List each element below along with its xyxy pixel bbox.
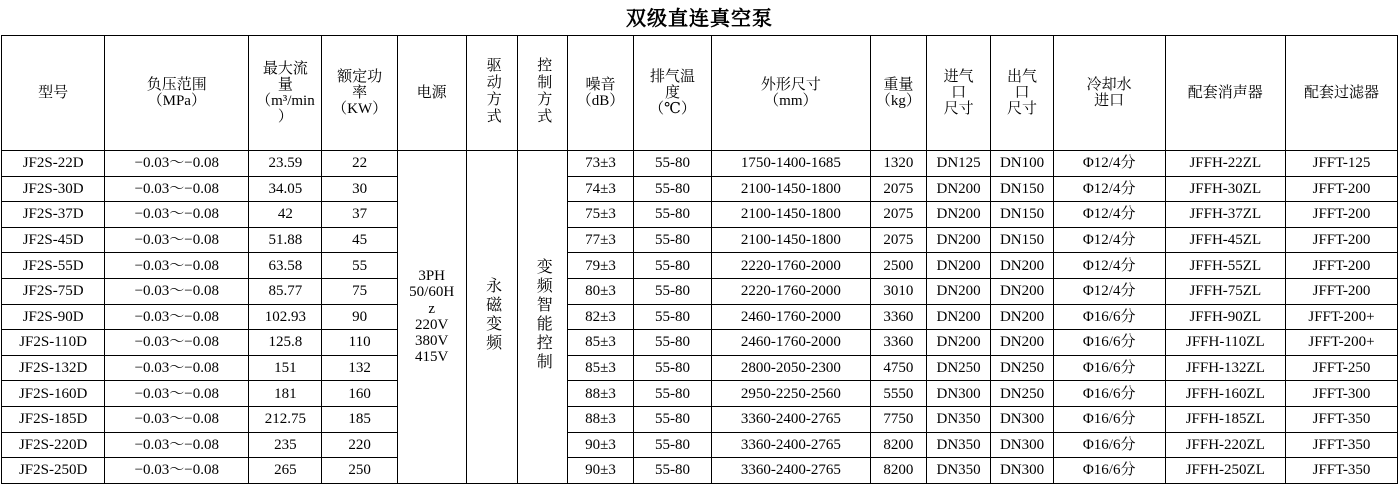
cell-exhaust-temp: 55-80 — [634, 151, 711, 177]
cell-dimensions: 2800-2050-2300 — [711, 355, 870, 381]
power-supply-line: 415V — [414, 349, 449, 366]
cell-rated-power: 90 — [322, 304, 397, 330]
cell-model: JF2S-45D — [2, 227, 105, 253]
cell-model: JF2S-55D — [2, 253, 105, 279]
cell-rated-power: 160 — [322, 381, 397, 407]
cell-rated-power: 250 — [322, 458, 397, 484]
cell-weight: 4750 — [870, 355, 926, 381]
cell-exhaust-temp: 55-80 — [634, 406, 711, 432]
column-header-outlet-size: 出气 口 尺寸 — [991, 36, 1053, 151]
cell-inlet-size: DN350 — [926, 406, 991, 432]
cell-muffler: JFFH-30ZL — [1165, 176, 1285, 202]
cell-weight: 8200 — [870, 458, 926, 484]
cell-muffler: JFFH-185ZL — [1165, 406, 1285, 432]
cell-max-flow: 42 — [249, 202, 322, 228]
cell-muffler: JFFH-75ZL — [1165, 278, 1285, 304]
cell-exhaust-temp: 55-80 — [634, 253, 711, 279]
cell-vacuum-range: −0.03～−0.08 — [105, 202, 249, 228]
cell-inlet-size: DN200 — [926, 202, 991, 228]
cell-model: JF2S-37D — [2, 202, 105, 228]
cell-rated-power: 37 — [322, 202, 397, 228]
cell-vacuum-range: −0.03～−0.08 — [105, 278, 249, 304]
cell-inlet-size: DN250 — [926, 355, 991, 381]
cell-noise: 73±3 — [567, 151, 634, 177]
cell-exhaust-temp: 55-80 — [634, 202, 711, 228]
cell-weight: 3360 — [870, 330, 926, 356]
cell-max-flow: 34.05 — [249, 176, 322, 202]
cell-filter: JFFT-125 — [1286, 151, 1398, 177]
cell-model: JF2S-90D — [2, 304, 105, 330]
table-row — [2, 227, 1398, 253]
cell-inlet-size: DN200 — [926, 304, 991, 330]
cell-vacuum-range: −0.03～−0.08 — [105, 253, 249, 279]
column-header-control-mode: 控制方式 — [518, 36, 567, 151]
cell-outlet-size: DN250 — [991, 355, 1053, 381]
column-header-model: 型号 — [2, 36, 105, 151]
cell-muffler: JFFH-132ZL — [1165, 355, 1285, 381]
cell-inlet-size: DN200 — [926, 227, 991, 253]
cell-vacuum-range: −0.03～−0.08 — [105, 381, 249, 407]
cell-dimensions: 3360-2400-2765 — [711, 458, 870, 484]
cell-model: JF2S-250D — [2, 458, 105, 484]
cell-rated-power: 45 — [322, 227, 397, 253]
cell-model: JF2S-110D — [2, 330, 105, 356]
cell-noise: 80±3 — [567, 278, 634, 304]
cell-muffler: JFFH-22ZL — [1165, 151, 1285, 177]
cell-model: JF2S-75D — [2, 278, 105, 304]
table-row — [2, 355, 1398, 381]
cell-max-flow: 85.77 — [249, 278, 322, 304]
cell-outlet-size: DN200 — [991, 253, 1053, 279]
cell-weight: 7750 — [870, 406, 926, 432]
column-header-inlet-size: 进气 口 尺寸 — [926, 36, 991, 151]
cell-noise: 90±3 — [567, 432, 634, 458]
cell-rated-power: 30 — [322, 176, 397, 202]
cell-dimensions: 1750-1400-1685 — [711, 151, 870, 177]
cell-muffler: JFFH-250ZL — [1165, 458, 1285, 484]
column-header-noise: 噪音 （dB） — [567, 36, 634, 151]
cell-dimensions: 2950-2250-2560 — [711, 381, 870, 407]
column-header-exhaust-temp: 排气温 度 （℃） — [634, 36, 711, 151]
cell-weight: 5550 — [870, 381, 926, 407]
specification-table — [1, 35, 1398, 484]
cell-dimensions: 2220-1760-2000 — [711, 278, 870, 304]
cell-filter: JFFT-200 — [1286, 253, 1398, 279]
cell-vacuum-range: −0.03～−0.08 — [105, 304, 249, 330]
cell-exhaust-temp: 55-80 — [634, 381, 711, 407]
cell-exhaust-temp: 55-80 — [634, 176, 711, 202]
cell-weight: 8200 — [870, 432, 926, 458]
cell-filter: JFFT-350 — [1286, 458, 1398, 484]
cell-model: JF2S-160D — [2, 381, 105, 407]
cell-inlet-size: DN200 — [926, 253, 991, 279]
cell-cooling-water-inlet: Φ12/4分 — [1053, 253, 1165, 279]
column-header-drive-mode: 驱动方式 — [466, 36, 518, 151]
power-supply-line: 50/60H — [409, 284, 455, 301]
cell-inlet-size: DN125 — [926, 151, 991, 177]
cell-max-flow: 63.58 — [249, 253, 322, 279]
cell-weight: 2500 — [870, 253, 926, 279]
cell-exhaust-temp: 55-80 — [634, 227, 711, 253]
cell-cooling-water-inlet: Φ12/4分 — [1053, 202, 1165, 228]
cell-filter: JFFT-250 — [1286, 355, 1398, 381]
cell-filter: JFFT-200 — [1286, 227, 1398, 253]
cell-power-supply — [397, 151, 466, 484]
cell-rated-power: 185 — [322, 406, 397, 432]
cell-max-flow: 212.75 — [249, 406, 322, 432]
cell-weight: 1320 — [870, 151, 926, 177]
cell-rated-power: 75 — [322, 278, 397, 304]
cell-noise: 88±3 — [567, 381, 634, 407]
cell-rated-power: 55 — [322, 253, 397, 279]
cell-exhaust-temp: 55-80 — [634, 304, 711, 330]
cell-dimensions: 3360-2400-2765 — [711, 406, 870, 432]
cell-noise: 90±3 — [567, 458, 634, 484]
cell-cooling-water-inlet: Φ16/6分 — [1053, 406, 1165, 432]
table-header-row — [2, 36, 1398, 151]
power-supply-line: z — [428, 300, 435, 317]
cell-max-flow: 265 — [249, 458, 322, 484]
column-header-filter: 配套过滤器 — [1286, 36, 1398, 151]
cell-max-flow: 235 — [249, 432, 322, 458]
cell-outlet-size: DN200 — [991, 278, 1053, 304]
cell-cooling-water-inlet: Φ16/6分 — [1053, 304, 1165, 330]
cell-weight: 2075 — [870, 176, 926, 202]
cell-outlet-size: DN200 — [991, 304, 1053, 330]
cell-cooling-water-inlet: Φ16/6分 — [1053, 432, 1165, 458]
column-header-muffler: 配套消声器 — [1165, 36, 1285, 151]
cell-rated-power: 110 — [322, 330, 397, 356]
cell-dimensions: 2460-1760-2000 — [711, 304, 870, 330]
cell-noise: 77±3 — [567, 227, 634, 253]
table-header — [2, 36, 1398, 151]
cell-outlet-size: DN100 — [991, 151, 1053, 177]
cell-muffler: JFFH-90ZL — [1165, 304, 1285, 330]
cell-outlet-size: DN300 — [991, 432, 1053, 458]
cell-max-flow: 23.59 — [249, 151, 322, 177]
cell-max-flow: 181 — [249, 381, 322, 407]
column-header-rated-power: 额定功 率 （KW） — [322, 36, 397, 151]
cell-outlet-size: DN200 — [991, 330, 1053, 356]
power-supply-line: 3PH — [418, 268, 445, 285]
cell-muffler: JFFH-110ZL — [1165, 330, 1285, 356]
cell-filter: JFFT-350 — [1286, 432, 1398, 458]
cell-vacuum-range: −0.03～−0.08 — [105, 458, 249, 484]
drive-mode-text: 永磁变频 — [483, 276, 501, 353]
cell-dimensions: 2100-1450-1800 — [711, 227, 870, 253]
cell-model: JF2S-30D — [2, 176, 105, 202]
cell-exhaust-temp: 55-80 — [634, 355, 711, 381]
cell-noise: 75±3 — [567, 202, 634, 228]
cell-weight: 2075 — [870, 227, 926, 253]
cell-filter: JFFT-200+ — [1286, 330, 1398, 356]
cell-rated-power: 220 — [322, 432, 397, 458]
cell-max-flow: 102.93 — [249, 304, 322, 330]
cell-outlet-size: DN150 — [991, 202, 1053, 228]
cell-max-flow: 151 — [249, 355, 322, 381]
cell-cooling-water-inlet: Φ12/4分 — [1053, 176, 1165, 202]
cell-filter: JFFT-200 — [1286, 278, 1398, 304]
cell-weight: 2075 — [870, 202, 926, 228]
table-row — [2, 304, 1398, 330]
table-row — [2, 381, 1398, 407]
cell-cooling-water-inlet: Φ16/6分 — [1053, 330, 1165, 356]
cell-model: JF2S-22D — [2, 151, 105, 177]
table-row — [2, 458, 1398, 484]
cell-noise: 85±3 — [567, 330, 634, 356]
page-title: 双级直连真空泵 — [626, 8, 773, 30]
cell-exhaust-temp: 55-80 — [634, 330, 711, 356]
cell-dimensions: 2100-1450-1800 — [711, 202, 870, 228]
column-header-power-supply: 电源 — [397, 36, 466, 151]
cell-max-flow: 51.88 — [249, 227, 322, 253]
cell-cooling-water-inlet: Φ12/4分 — [1053, 151, 1165, 177]
power-supply-line: 220V — [414, 316, 449, 333]
cell-inlet-size: DN300 — [926, 381, 991, 407]
column-header-max-flow: 最大流 量 （m³/min ） — [249, 36, 322, 151]
column-header-vacuum-range: 负压范围 （MPa） — [105, 36, 249, 151]
cell-noise: 79±3 — [567, 253, 634, 279]
cell-noise: 82±3 — [567, 304, 634, 330]
cell-vacuum-range: −0.03～−0.08 — [105, 355, 249, 381]
cell-cooling-water-inlet: Φ16/6分 — [1053, 458, 1165, 484]
cell-dimensions: 2100-1450-1800 — [711, 176, 870, 202]
cell-muffler: JFFH-37ZL — [1165, 202, 1285, 228]
cell-exhaust-temp: 55-80 — [634, 278, 711, 304]
cell-exhaust-temp: 55-80 — [634, 432, 711, 458]
cell-control-mode — [518, 151, 567, 484]
power-supply-line: 380V — [414, 333, 449, 350]
table-row — [2, 330, 1398, 356]
table-row — [2, 253, 1398, 279]
cell-model: JF2S-185D — [2, 406, 105, 432]
cell-weight: 3360 — [870, 304, 926, 330]
cell-cooling-water-inlet: Φ12/4分 — [1053, 278, 1165, 304]
cell-outlet-size: DN300 — [991, 406, 1053, 432]
table-row — [2, 176, 1398, 202]
cell-outlet-size: DN300 — [991, 458, 1053, 484]
cell-filter: JFFT-200+ — [1286, 304, 1398, 330]
cell-cooling-water-inlet: Φ16/6分 — [1053, 381, 1165, 407]
cell-noise: 74±3 — [567, 176, 634, 202]
cell-cooling-water-inlet: Φ16/6分 — [1053, 355, 1165, 381]
control-mode-text: 变频智能控制 — [534, 257, 552, 372]
cell-inlet-size: DN200 — [926, 176, 991, 202]
cell-outlet-size: DN250 — [991, 381, 1053, 407]
cell-filter: JFFT-200 — [1286, 202, 1398, 228]
table-row — [2, 151, 1398, 177]
cell-rated-power: 22 — [322, 151, 397, 177]
cell-outlet-size: DN150 — [991, 176, 1053, 202]
cell-vacuum-range: −0.03～−0.08 — [105, 330, 249, 356]
cell-muffler: JFFH-220ZL — [1165, 432, 1285, 458]
column-header-cooling-water-inlet: 冷却水 进口 — [1053, 36, 1165, 151]
cell-vacuum-range: −0.03～−0.08 — [105, 151, 249, 177]
cell-inlet-size: DN350 — [926, 458, 991, 484]
cell-inlet-size: DN200 — [926, 330, 991, 356]
cell-max-flow: 125.8 — [249, 330, 322, 356]
cell-filter: JFFT-350 — [1286, 406, 1398, 432]
cell-dimensions: 2220-1760-2000 — [711, 253, 870, 279]
cell-muffler: JFFH-160ZL — [1165, 381, 1285, 407]
cell-inlet-size: DN350 — [926, 432, 991, 458]
cell-model: JF2S-132D — [2, 355, 105, 381]
cell-vacuum-range: −0.03～−0.08 — [105, 432, 249, 458]
cell-vacuum-range: −0.03～−0.08 — [105, 176, 249, 202]
cell-filter: JFFT-200 — [1286, 176, 1398, 202]
table-row — [2, 432, 1398, 458]
cell-noise: 88±3 — [567, 406, 634, 432]
cell-vacuum-range: −0.03～−0.08 — [105, 227, 249, 253]
table-row — [2, 406, 1398, 432]
cell-outlet-size: DN150 — [991, 227, 1053, 253]
table-body — [2, 151, 1398, 484]
cell-noise: 85±3 — [567, 355, 634, 381]
cell-cooling-water-inlet: Φ12/4分 — [1053, 227, 1165, 253]
cell-muffler: JFFH-55ZL — [1165, 253, 1285, 279]
cell-vacuum-range: −0.03～−0.08 — [105, 406, 249, 432]
cell-muffler: JFFH-45ZL — [1165, 227, 1285, 253]
cell-inlet-size: DN200 — [926, 278, 991, 304]
cell-model: JF2S-220D — [2, 432, 105, 458]
cell-dimensions: 2460-1760-2000 — [711, 330, 870, 356]
cell-weight: 3010 — [870, 278, 926, 304]
table-row — [2, 278, 1398, 304]
column-header-dimensions: 外形尺寸 （mm） — [711, 36, 870, 151]
cell-filter: JFFT-300 — [1286, 381, 1398, 407]
column-header-weight: 重量 （kg） — [870, 36, 926, 151]
cell-drive-mode — [466, 151, 518, 484]
cell-rated-power: 132 — [322, 355, 397, 381]
cell-exhaust-temp: 55-80 — [634, 458, 711, 484]
table-row — [2, 202, 1398, 228]
cell-dimensions: 3360-2400-2765 — [711, 432, 870, 458]
